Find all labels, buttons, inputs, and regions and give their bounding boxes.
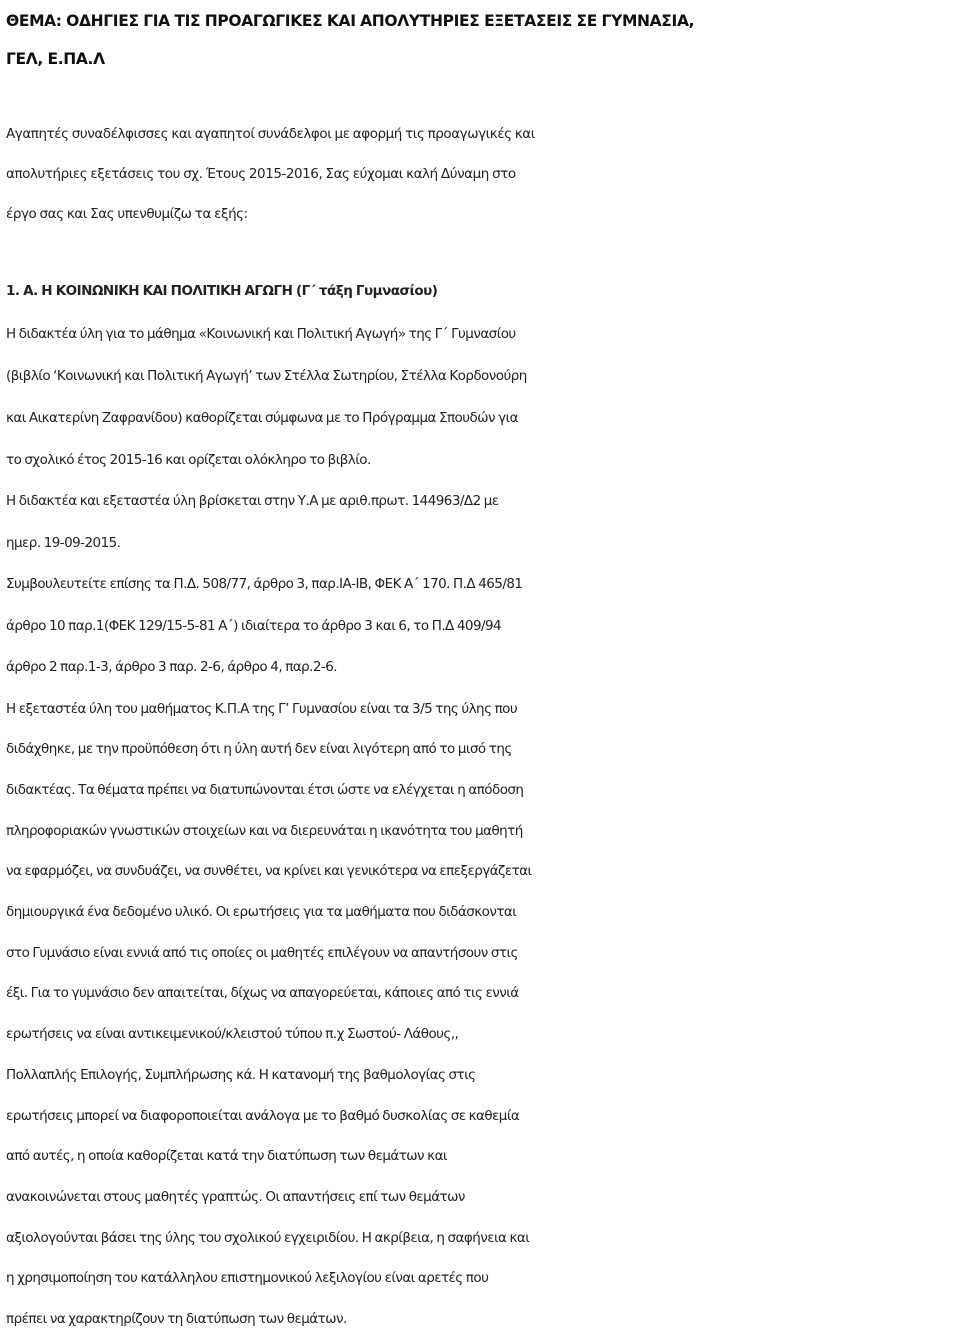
- paragraph-line: Η διδακτέα και εξεταστέα ύλη βρίσκεται στην Υ.Α με αριθ.πρωτ. 144963/Δ2 με: [6, 493, 499, 509]
- paragraph-line: Η εξεταστέα ύλη του μαθήματος Κ.Π.Α της Γ’ Γυμνασίου είναι τα 3/5 της ύλης που: [6, 700, 518, 717]
- decision-reference-paragraph: [6, 481, 954, 564]
- paragraph-line: Συμβουλευτείτε επίσης τα Π.Δ. 508/77, άρθρο 3, παρ.ΙΑ-ΙΒ, ΦΕΚ Α΄ 170. Π.Δ 465/81: [6, 576, 523, 592]
- paragraph-line: Η διδακτέα ύλη για το μάθημα «Κοινωνική και Πολιτική Αγωγή» της Γ΄ Γυμνασίου: [6, 326, 516, 342]
- paragraph-line: ερωτήσεις να είναι αντικειμενικού/κλειστού τύπου π.χ Σωστού- Λάθους,,: [6, 1026, 459, 1043]
- paragraph-line: και Αικατερίνη Ζαφρανίδου) καθορίζεται σύμφωνα με το Πρόγραμμα Σπουδών για: [6, 410, 518, 426]
- syllabus-paragraph: [6, 313, 954, 481]
- exam-instructions-paragraph: [6, 689, 954, 1340]
- paragraph-line: δημιουργικά ένα δεδομένο υλικό. Οι ερωτήσεις για τα μαθήματα που διδάσκονται: [6, 904, 517, 921]
- paragraph-line: ανακοινώνεται στους μαθητές γραπτώς. Οι απαντήσεις επί των θεμάτων: [6, 1188, 465, 1205]
- paragraph-line: πρέπει να χαρακτηρίζουν τη διατύπωση των θεμάτων.: [6, 1311, 347, 1328]
- paragraph-line: άρθρο 10 παρ.1(ΦΕΚ 129/15-5-81 Α΄) ιδιαίτερα το άρθρο 3 και 6, το Π.Δ 409/94: [6, 617, 502, 634]
- paragraph-line: έξι. Για το γυμνάσιο δεν απαιτείται, δίχως να απαγορεύεται, κάποιες από τις εννιά: [6, 985, 519, 1002]
- heading-line: ΘΕΜΑ: ΟΔΗΓΙΕΣ ΓΙΑ ΤΙΣ ΠΡΟΑΓΩΓΙΚΕΣ ΚΑΙ ΑΠΟΛΥΤΗΡΙΕΣ ΕΞΕΤΑΣΕΙΣ ΣΕ ΓΥΜΝΑΣΙΑ,: [6, 12, 695, 30]
- paragraph-line: στο Γυμνάσιο είναι εννιά από τις οποίες οι μαθητές επιλέγουν να απαντήσουν στις: [6, 944, 518, 961]
- document-heading: [6, 0, 954, 78]
- paragraph-line: διδακτέας. Τα θέματα πρέπει να διατυπώνονται έτσι ώστε να ελέγχεται η απόδοση: [6, 781, 524, 798]
- paragraph-line: από αυτές, η οποία καθορίζεται κατά την διατύπωση των θεμάτων και: [6, 1148, 447, 1165]
- paragraph-line: Πολλαπλής Επιλογής, Συμπλήρωσης κά. Η κατανομή της βαθμολογίας στις: [6, 1066, 476, 1083]
- intro-line: Αγαπητές συναδέλφισσες και αγαπητοί συνάδελφοι με αφορμή τις προαγωγικές και: [6, 126, 535, 142]
- paragraph-line: (βιβλίο ‘Κοινωνική και Πολιτική Αγωγή’ των Στέλλα Σωτηρίου, Στέλλα Κορδονούρη: [6, 368, 527, 384]
- paragraph-line: το σχολικό έτος 2015-16 και ορίζεται ολόκληρο το βιβλίο.: [6, 452, 371, 468]
- heading-line: ΓΕΛ, Ε.ΠΑ.Λ: [6, 50, 105, 68]
- paragraph-line: άρθρο 2 παρ.1-3, άρθρο 3 παρ. 2-6, άρθρο 4, παρ.2-6.: [6, 659, 338, 675]
- paragraph-line: αξιολογούνται βάσει της ύλης του σχολικού εγχειριδίου. Η ακρίβεια, η σαφήνεια και: [6, 1229, 530, 1246]
- paragraph-line: ημερ. 19-09-2015.: [6, 534, 121, 551]
- paragraph-line: διδάχθηκε, με την προϋπόθεση ότι η ύλη αυτή δεν είναι λιγότερη από το μισό της: [6, 741, 512, 758]
- paragraph-line: η χρησιμοποίηση του κατάλληλου επιστημονικού λεξιλογίου είναι αρετές που: [6, 1270, 489, 1287]
- section-title: 1. Α. Η ΚΟΙΝΩΝΙΚΗ ΚΑΙ ΠΟΛΙΤΙΚΗ ΑΓΩΓΗ (Γ΄ τάξη Γυμνασίου): [6, 283, 438, 299]
- section-social-political-education: [6, 269, 954, 1340]
- paragraph-line: πληροφοριακών γνωστικών στοιχείων και να διερευνάται η ικανότητα του μαθητή: [6, 822, 523, 839]
- paragraph-line: να εφαρμόζει, να συνδυάζει, να συνθέτει, να κρίνει και γενικότερα να επεξεργάζεται: [6, 863, 532, 880]
- intro-line: έργο σας και Σας υπενθυμίζω τα εξής:: [6, 206, 248, 222]
- legislation-paragraph: [6, 564, 954, 689]
- intro-paragraph: [6, 114, 954, 234]
- intro-line: απολυτήριες εξετάσεις του σχ. Έτους 2015-2016, Σας εύχομαι καλή Δύναμη στο: [6, 166, 516, 182]
- paragraph-line: ερωτήσεις μπορεί να διαφοροποιείται ανάλογα με το βαθμό δυσκολίας σε καθεμία: [6, 1107, 520, 1124]
